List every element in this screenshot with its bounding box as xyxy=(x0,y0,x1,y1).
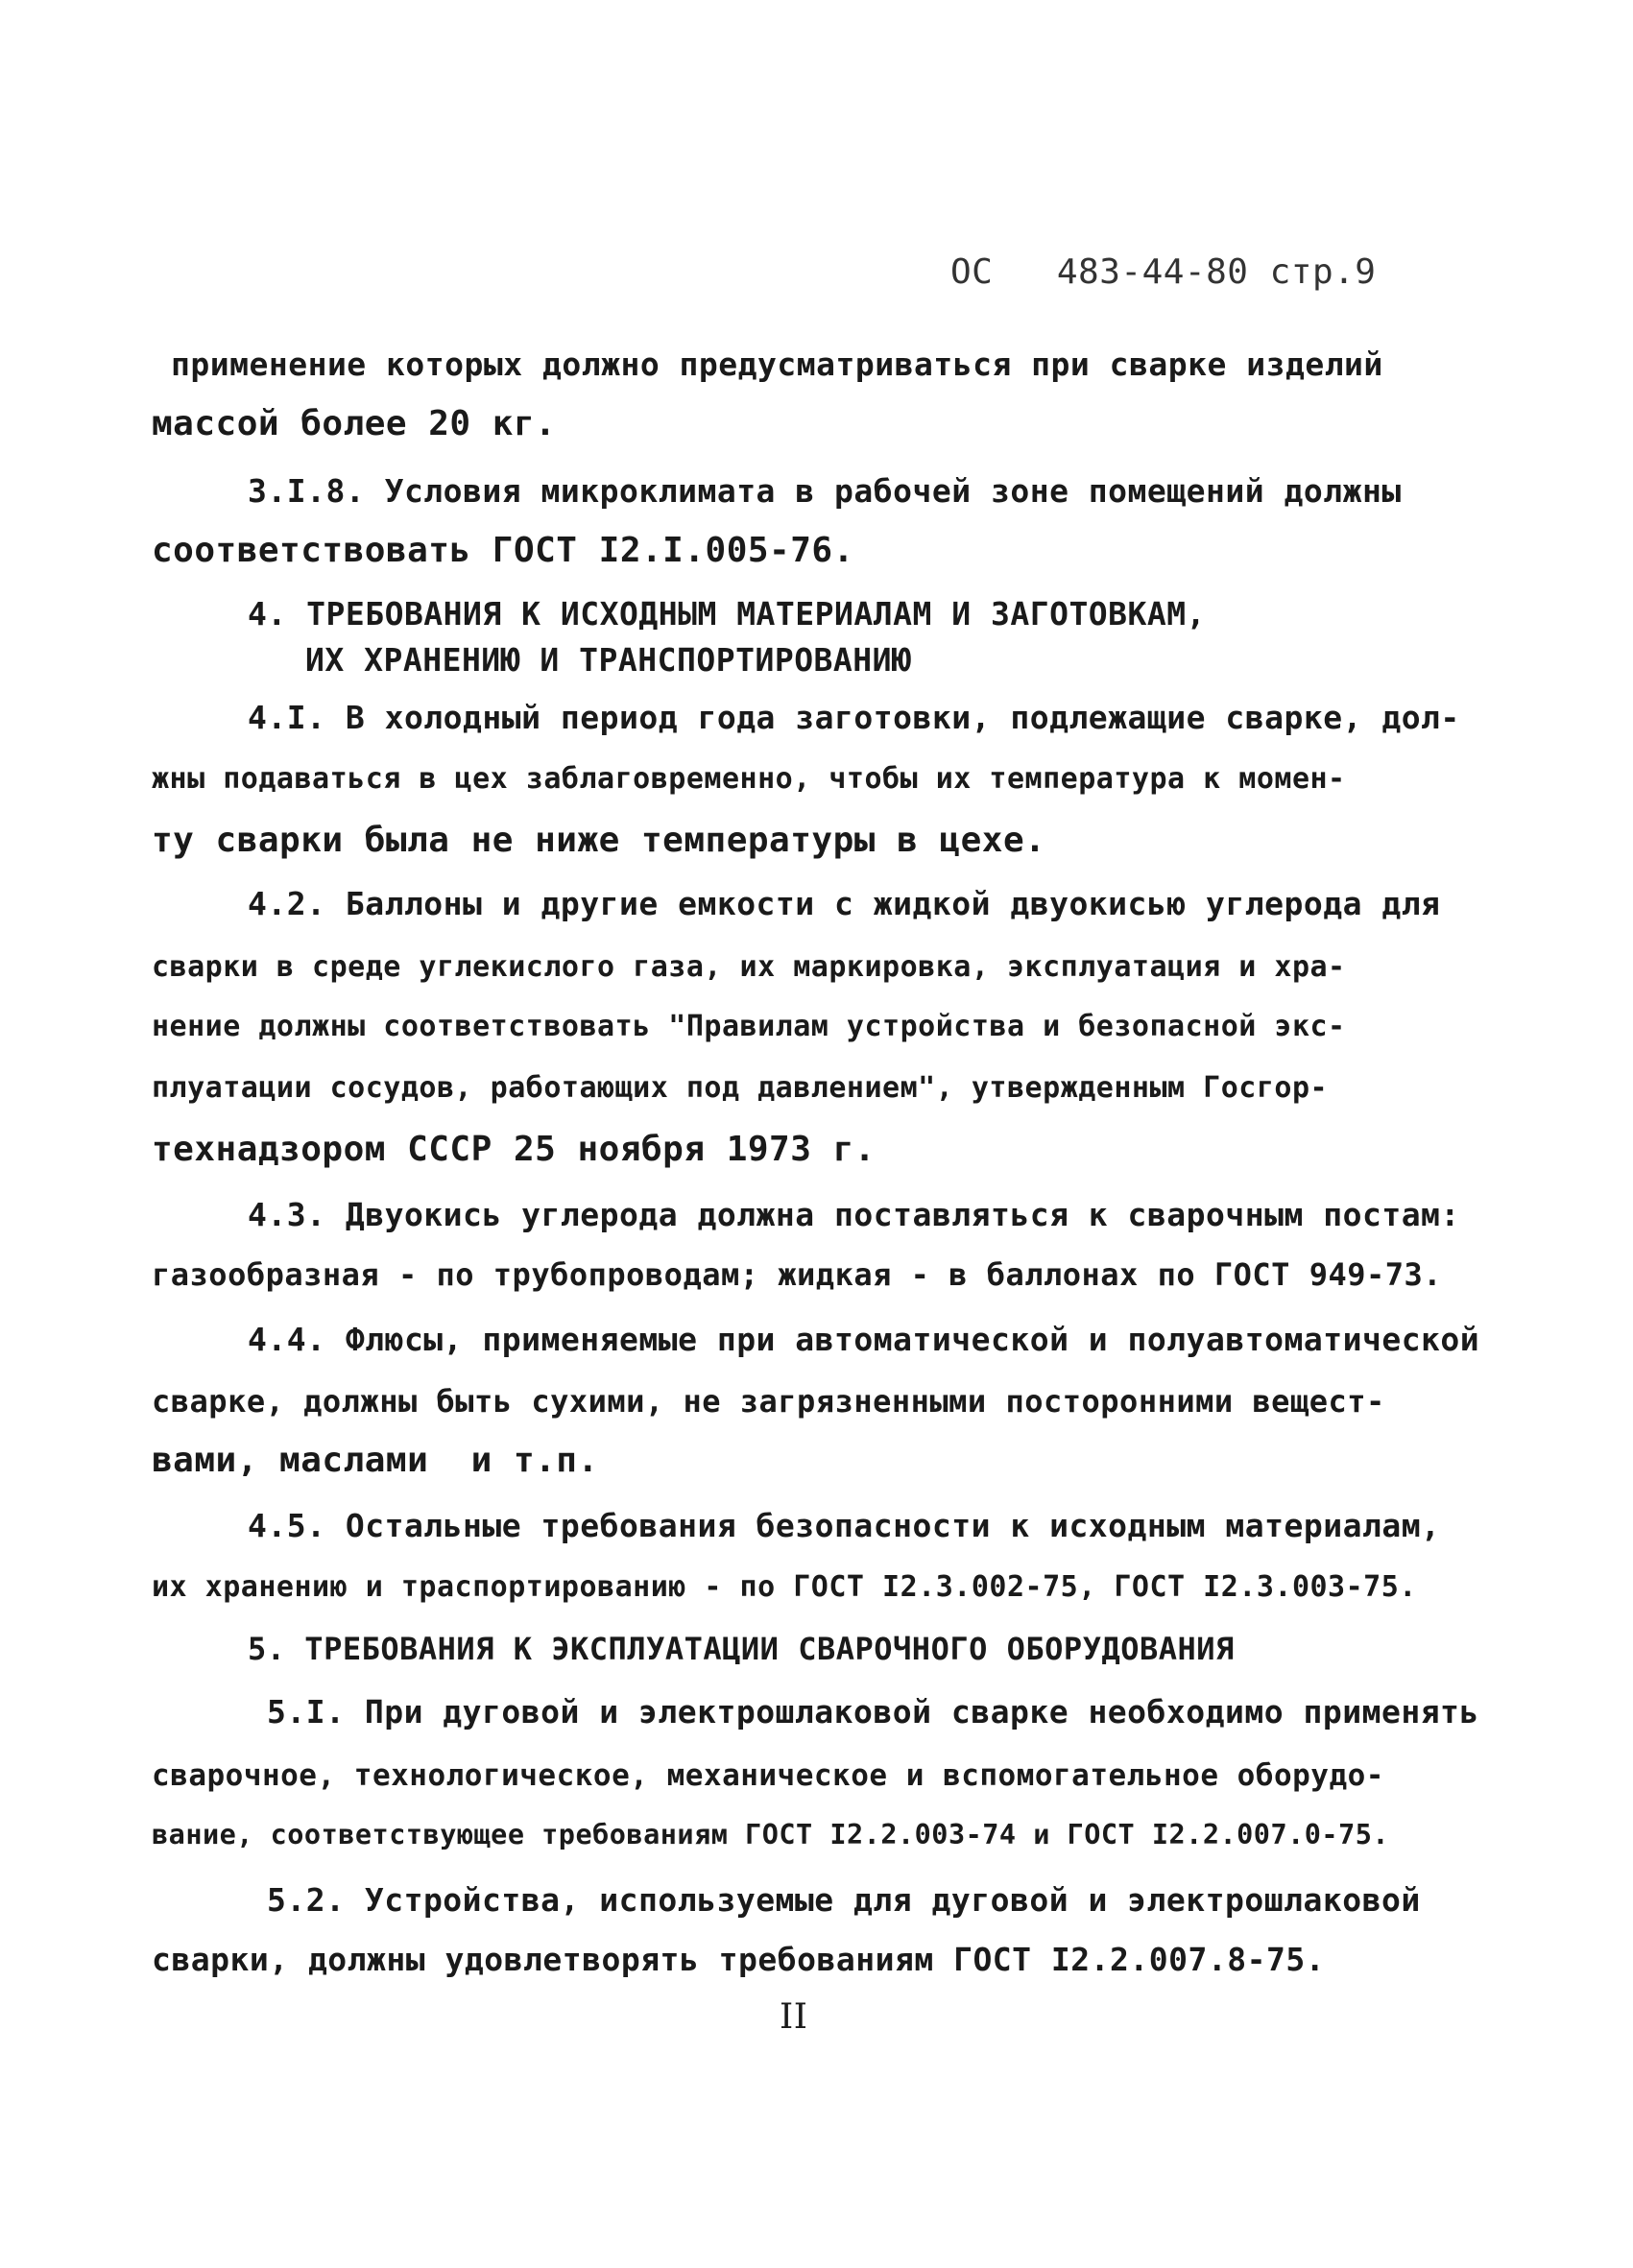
text-line: ту сварки была не ниже температуры в цехе. xyxy=(152,821,1046,860)
text-line: нение должны соответствовать "Правилам устройства и безопасной экс- xyxy=(152,1010,1346,1043)
section-heading: 5. ТРЕБОВАНИЯ К ЭКСПЛУАТАЦИИ СВАРОЧНОГО ОБОРУДОВАНИЯ xyxy=(248,1631,1235,1667)
section-heading: ИХ ХРАНЕНИЮ И ТРАНСПОРТИРОВАНИЮ xyxy=(305,641,912,679)
text-line: сварке, должны быть сухими, не загрязненными посторонними вещест- xyxy=(152,1383,1385,1420)
text-line: 4.I. В холодный период года заготовки, подлежащие сварке, дол- xyxy=(248,699,1460,736)
text-line: 5.I. При дуговой и электрошлаковой сварке необходимо применять xyxy=(267,1693,1479,1731)
text-line: плуатации сосудов, работающих под давлением", утвержденным Госгор- xyxy=(152,1071,1329,1105)
text-line: 4.4. Флюсы, применяемые при автоматической и полуавтоматической xyxy=(248,1321,1480,1358)
text-line: их хранению и траспортированию - по ГОСТ I2.3.002-75, ГОСТ I2.3.003-75. xyxy=(152,1570,1417,1604)
text-line: 3.I.8. Условия микроклимата в рабочей зоне помещений должны xyxy=(248,472,1402,510)
page-header: ОС 483-44-80 стр.9 xyxy=(950,252,1377,292)
text-line: вание, соответствующее требованиям ГОСТ I2.2.003-74 и ГОСТ I2.2.007.0-75. xyxy=(152,1819,1390,1850)
text-line: сварки, должны удовлетворять требованиям ГОСТ I2.2.007.8-75. xyxy=(152,1941,1326,1978)
text-line: газообразная - по трубопроводам; жидкая - в баллонах по ГОСТ 949-73. xyxy=(152,1256,1443,1293)
section-heading: 4. ТРЕБОВАНИЯ К ИСХОДНЫМ МАТЕРИАЛАМ И ЗАГОТОВКАМ, xyxy=(248,595,1207,633)
text-line: применение которых должно предусматриваться при сварке изделий xyxy=(171,346,1383,383)
text-line: технадзором СССР 25 ноября 1973 г. xyxy=(152,1130,876,1169)
text-line: 4.2. Баллоны и другие емкости с жидкой двуокисью углерода для xyxy=(248,885,1441,922)
text-line: соответствовать ГОСТ I2.I.005-76. xyxy=(152,531,854,570)
text-line: сварочное, технологическое, механическое и вспомогательное оборудо- xyxy=(152,1758,1384,1793)
text-line: массой более 20 кг. xyxy=(152,404,557,443)
text-line: 4.5. Остальные требования безопасности к исходным материалам, xyxy=(248,1507,1441,1544)
text-line: сварки в среде углекислого газа, их маркировка, эксплуатация и хра- xyxy=(152,950,1346,984)
text-line: вами, маслами и т.п. xyxy=(152,1441,599,1480)
text-line: жны подаваться в цех заблаговременно, чтобы их температура к момен- xyxy=(152,762,1346,796)
text-line: 4.3. Двуокись углерода должна поставляться к сварочным постам: xyxy=(248,1196,1460,1233)
text-line: 5.2. Устройства, используемые для дуговой и электрошлаковой xyxy=(267,1881,1421,1919)
page-number: II xyxy=(780,1997,808,2037)
